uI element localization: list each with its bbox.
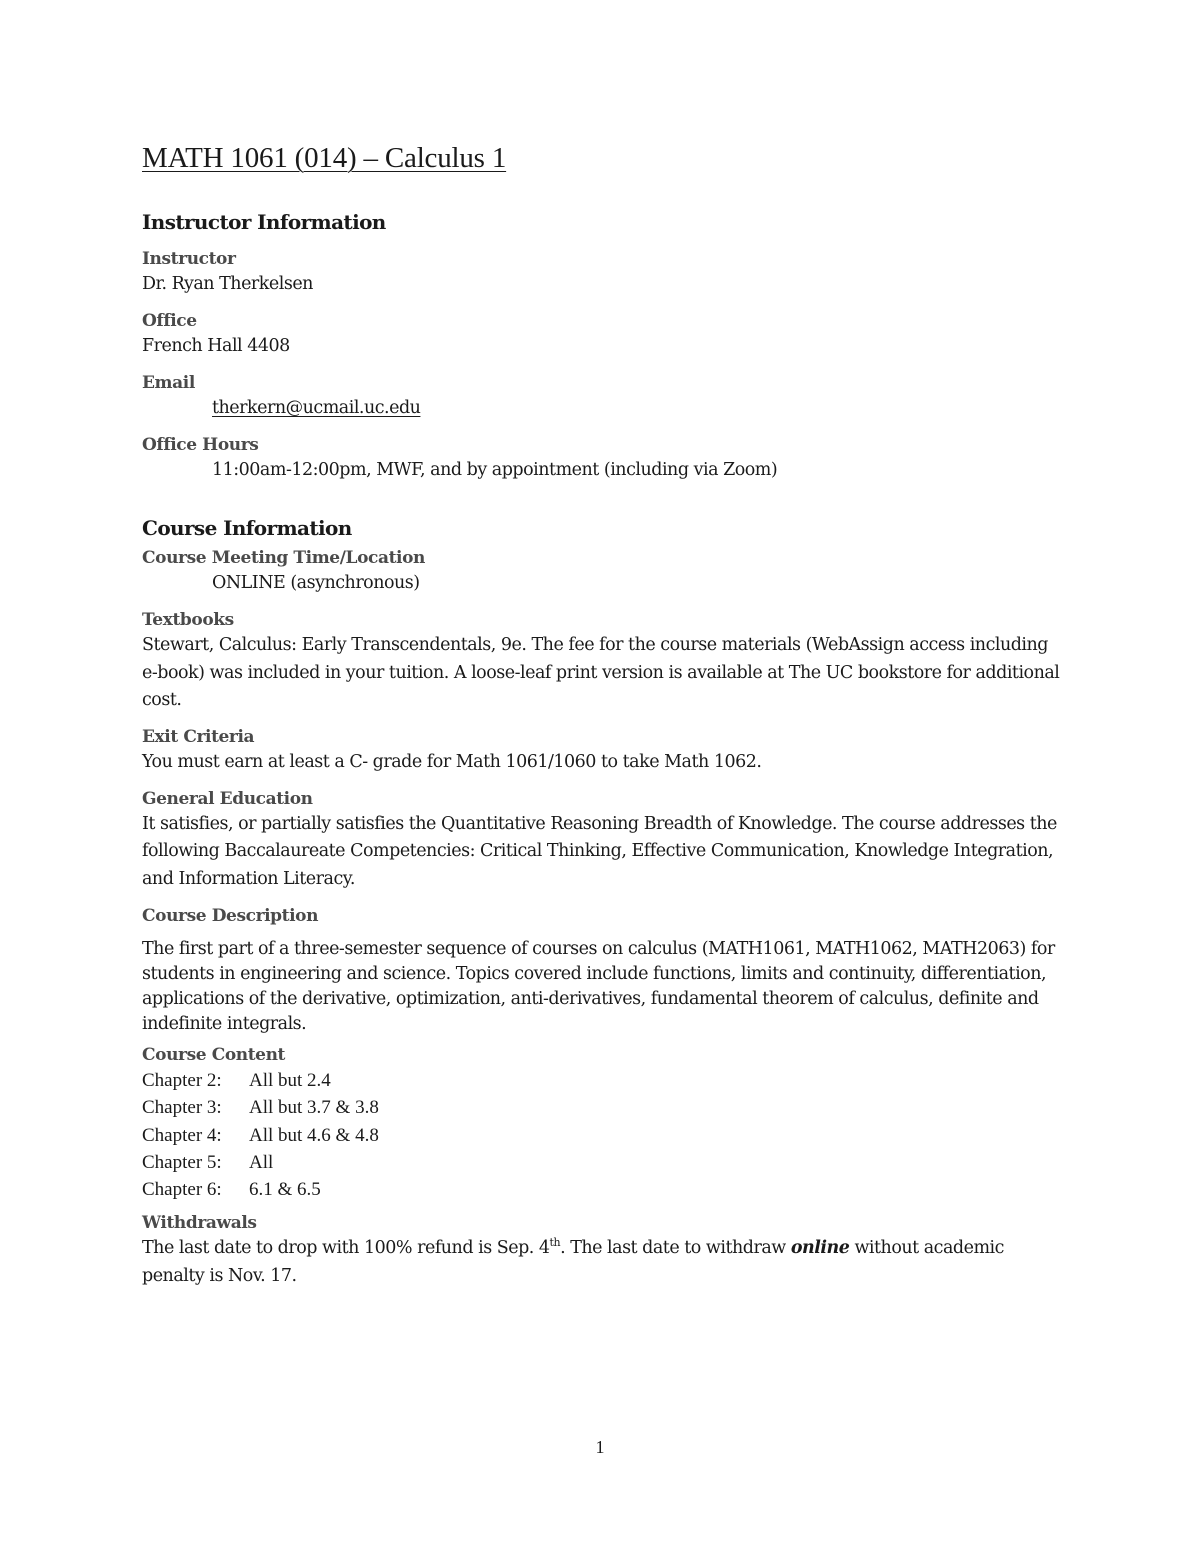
chapter-value: 6.1 & 6.5 bbox=[249, 1179, 321, 1201]
chapter-name: Chapter 5: bbox=[142, 1151, 222, 1173]
list-item bbox=[142, 1067, 1062, 1094]
office-location: French Hall 4408 bbox=[142, 336, 290, 356]
list-item bbox=[142, 1149, 1062, 1176]
course-description-value: The first part of a three-semester sequence of courses on calculus (MATH1061, MATH1062, MATH2063) for students in engineering and science. Topics covered include functions, limits and continuity, differentiation, applications of the derivative, optimization, anti-derivatives, fundamental theorem of calculus, definite and indefinite integrals. bbox=[142, 939, 1055, 1034]
chapter-name: Chapter 6: bbox=[142, 1179, 222, 1201]
email-label: Email bbox=[142, 373, 195, 393]
withdrawals-emphasis: online bbox=[790, 1238, 850, 1259]
instructor-information-heading: Instructor Information bbox=[142, 210, 386, 234]
chapter-value: All bbox=[249, 1151, 274, 1173]
withdrawals-value bbox=[142, 1235, 1062, 1290]
chapter-value: All but 2.4 bbox=[249, 1070, 331, 1091]
course-description-label: Course Description bbox=[142, 906, 319, 926]
document-body bbox=[142, 207, 1062, 1290]
office-label: Office bbox=[142, 311, 197, 331]
chapter-name: Chapter 3: bbox=[142, 1097, 222, 1119]
list-item bbox=[142, 1094, 1062, 1121]
general-education-value: It satisfies, or partially satisfies the Quantitative Reasoning Breadth of Knowledge. The course addresses the following Baccalaureate Competencies: Critical Thinking, Effective Communication, Knowledge Integration, and Information Literacy. bbox=[142, 813, 1057, 889]
withdrawals-text-part1: The last date to drop with 100% refund is Sep. 4 bbox=[142, 1238, 550, 1259]
course-meeting-label: Course Meeting Time/Location bbox=[142, 548, 426, 568]
office-hours-value: 11:00am-12:00pm, MWF, and by appointment (including via Zoom) bbox=[212, 460, 778, 480]
withdrawals-text-part2: . The last date to withdraw bbox=[560, 1238, 791, 1259]
email-row bbox=[142, 395, 1062, 421]
exit-criteria-value: You must earn at least a C- grade for Math 1061/1060 to take Math 1062. bbox=[142, 751, 762, 772]
course-content-label: Course Content bbox=[142, 1045, 286, 1065]
page-number: 1 bbox=[595, 1437, 605, 1457]
withdrawals-label: Withdrawals bbox=[142, 1213, 257, 1234]
instructor-name: Dr. Ryan Therkelsen bbox=[142, 274, 313, 294]
page-title: MATH 1061 (014) – Calculus 1 bbox=[142, 142, 507, 174]
textbooks-label: Textbooks bbox=[142, 610, 234, 630]
list-item bbox=[142, 1176, 1062, 1203]
office-hours-label: Office Hours bbox=[142, 435, 259, 455]
course-information-heading: Course Information bbox=[142, 516, 352, 540]
chapter-name: Chapter 4: bbox=[142, 1124, 222, 1146]
textbooks-value: Stewart, Calculus: Early Transcendentals, 9e. The fee for the course materials (WebAssign access including e-book) was included in your tuition. A loose-leaf print version is available at The UC bookstore for additional cost. bbox=[142, 635, 1060, 710]
instructor-label: Instructor bbox=[142, 249, 236, 269]
chapter-value: All but 3.7 & 3.8 bbox=[249, 1097, 379, 1119]
chapter-value: All but 4.6 & 4.8 bbox=[249, 1124, 379, 1146]
email-link[interactable]: therkern@ucmail.uc.edu bbox=[212, 398, 421, 418]
withdrawals-text-part3: without academic penalty is Nov. 17. bbox=[142, 1238, 1004, 1286]
chapter-list bbox=[142, 1067, 1062, 1203]
course-meeting-value: ONLINE (asynchronous) bbox=[212, 573, 420, 593]
chapter-name: Chapter 2: bbox=[142, 1070, 222, 1091]
withdrawals-superscript: th bbox=[549, 1236, 561, 1250]
exit-criteria-label: Exit Criteria bbox=[142, 726, 255, 747]
general-education-label: General Education bbox=[142, 788, 313, 809]
list-item bbox=[142, 1122, 1062, 1149]
